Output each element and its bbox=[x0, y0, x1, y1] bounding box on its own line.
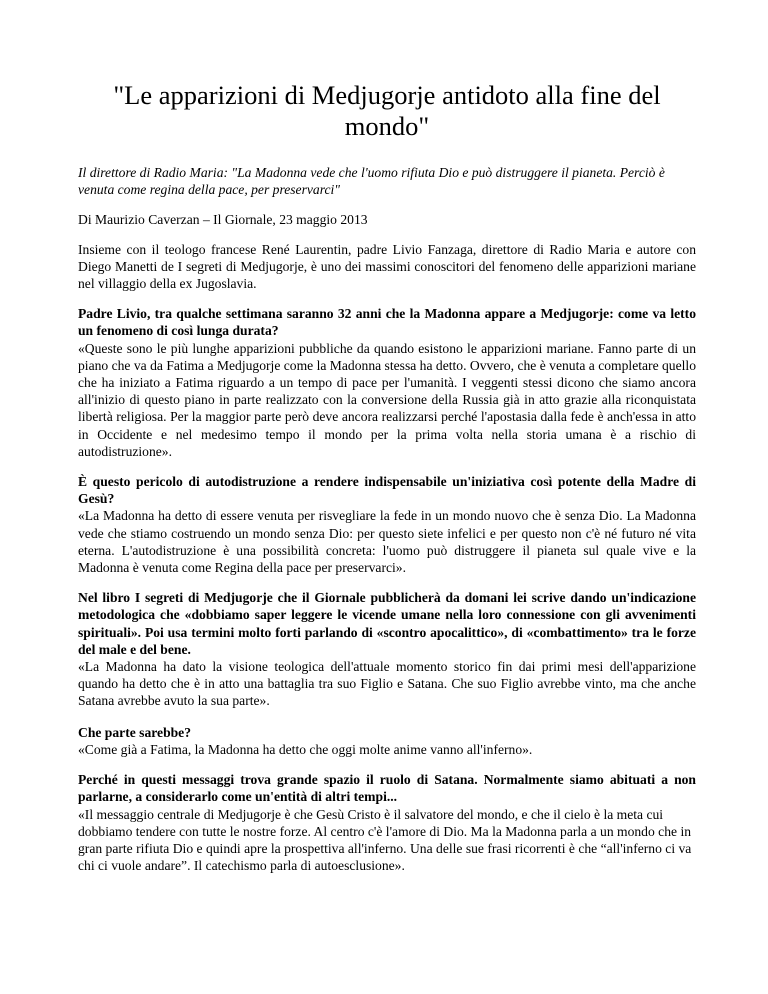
interview-question: Padre Livio, tra qualche settimana saranno 32 anni che la Madonna appare a Medjugorje: come va letto un fenomeno di così lunga durata? bbox=[78, 306, 696, 339]
interview-question: Perché in questi messaggi trova grande spazio il ruolo di Satana. Normalmente siamo abituati a non parlarne, a considerarlo come un'entità di altri tempi... bbox=[78, 772, 696, 805]
document-page bbox=[78, 80, 696, 887]
interview-answer: «Queste sono le più lunghe apparizioni pubbliche da quando esistono le apparizioni mariane. Fanno parte di un piano che va da Fatima a Medjugorje come la Madonna stessa ha detto. Ovvero, che è venuta a completare quello che ha iniziato a Fatima riguardo a un tempo di pace per l'umanità. I veggenti stessi dicono che siamo ancora all'inizio di questo piano in parte realizzato con la conversione della Russia già in atto grazie alla riconquistata libertà religiosa. Per la maggior parte però deve ancora realizzarsi perché l'apostasia dalla fede è anch'essa in atto in Occidente e nel medesimo tempo il mondo per la prima volta nella storia umana è a rischio di autodistruzione». bbox=[78, 340, 696, 459]
article-intro: Insieme con il teologo francese René Laurentin, padre Livio Fanzaga, direttore di Radio Maria e autore con Diego Manetti de I segreti di Medjugorje, è uno dei massimi conoscitori del fenomeno delle apparizioni mariane nel villaggio della ex Jugoslavia. bbox=[78, 241, 696, 292]
article-byline: Di Maurizio Caverzan – Il Giornale, 23 maggio 2013 bbox=[78, 212, 368, 228]
interview-question: Nel libro I segreti di Medjugorje che il Giornale pubblicherà da domani lei scrive dando un'indicazione metodologica che «dobbiamo saper leggere le vicende umane nella loro connessione con gli avvenimenti spirituali». Poi usa termini molto forti parlando di «scontro apocalittico», di «combattimento» tra le forze del male e del bene. bbox=[78, 590, 696, 657]
qa-block bbox=[78, 724, 696, 758]
qa-block bbox=[78, 473, 696, 576]
article-subtitle: Il direttore di Radio Maria: "La Madonna vede che l'uomo rifiuta Dio e può distruggere il pianeta. Perciò è venuta come regina della pace, per preservarci" bbox=[78, 165, 665, 198]
interview-answer: «La Madonna ha dato la visione teologica dell'attuale momento storico fin dai primi mesi dell'apparizione quando ha detto che è in atto una battaglia tra suo Figlio e Satana. Che suo Figlio avrebbe vinto, ma che anche Satana avrebbe avuto la sua parte». bbox=[78, 659, 696, 709]
interview-question: È questo pericolo di autodistruzione a rendere indispensabile un'iniziativa così potente della Madre di Gesù? bbox=[78, 474, 696, 507]
article-title: "Le apparizioni di Medjugorje antidoto alla fine del mondo" bbox=[113, 80, 661, 141]
interview-answer: «Come già a Fatima, la Madonna ha detto che oggi molte anime vanno all'inferno». bbox=[78, 741, 533, 757]
interview-answer: «Il messaggio centrale di Medjugorje è che Gesù Cristo è il salvatore del mondo, e che il cielo è la meta cui dobbiamo tendere con tutte le nostre forze. Al centro c'è l'amore di Dio. Ma la Madonna parla a un mondo che in gran parte rifiuta Dio e quindi apre la prospettiva all'inferno. Una delle sue frasi ricorrenti è che “all'inferno ci va chi ci vuole andare”. Il catechismo parla di autoesclusione». bbox=[78, 806, 692, 874]
interview-question: Che parte sarebbe? bbox=[78, 724, 192, 740]
qa-block bbox=[78, 589, 696, 709]
qa-block bbox=[78, 771, 696, 874]
qa-block bbox=[78, 305, 696, 460]
interview-answer: «La Madonna ha detto di essere venuta per risvegliare la fede in un mondo nuovo che è senza Dio. La Madonna vede che stiamo costruendo un mondo senza Dio: per questo siete infelici e per questo non c'è né futuro né vita eterna. L'autodistruzione è una possibilità concreta: l'uomo può distruggere il pianeta sul quale vive e la Madonna è venuta come Regina della pace per preservarci». bbox=[78, 508, 696, 576]
